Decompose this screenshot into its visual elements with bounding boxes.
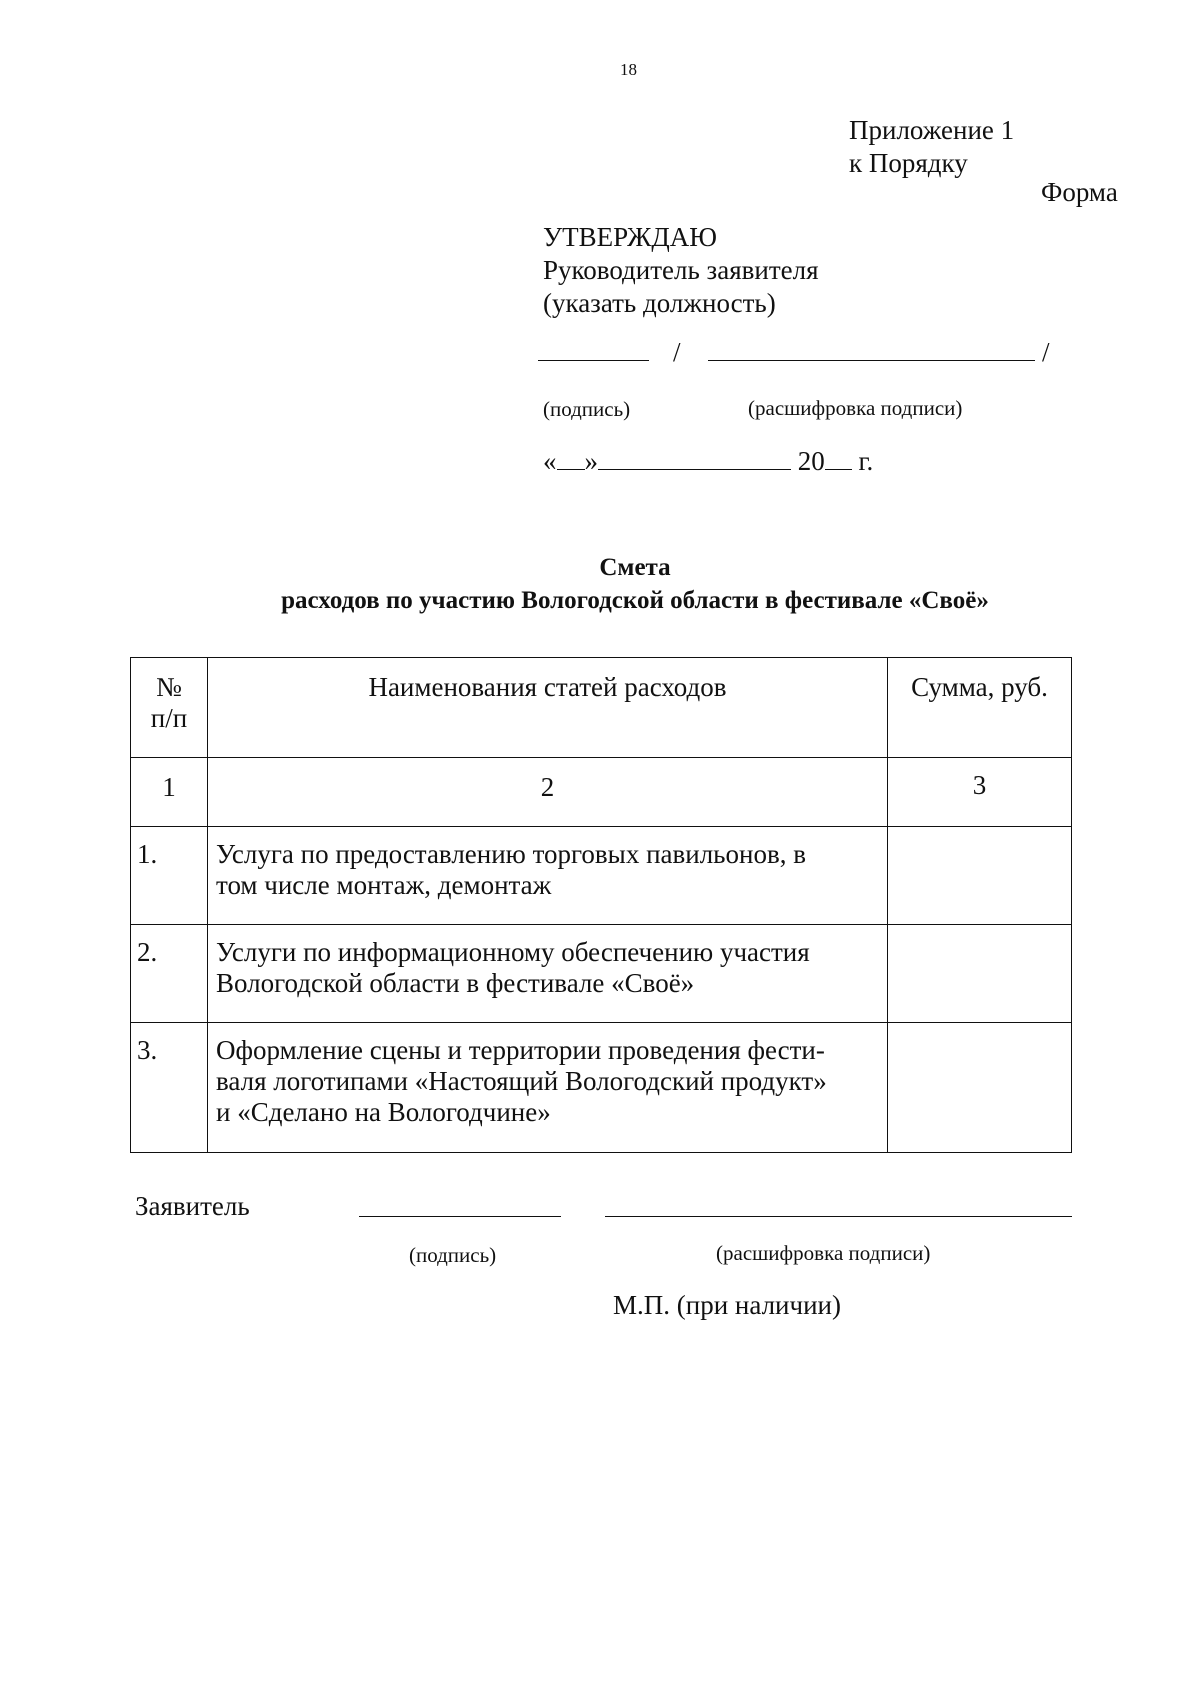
document-title [0, 551, 1200, 617]
approval-decode-caption: (расшифровка подписи) [748, 396, 963, 420]
applicant-label: Заявитель [135, 1191, 250, 1221]
estimate-table [130, 657, 1072, 1153]
index-cell-2: 2 [208, 758, 888, 827]
date-year-prefix: 20 [797, 446, 825, 476]
header-expense-items: Наименования статей расходов [208, 658, 888, 758]
row-text-line: Вологодской области в фестивале «Своё» [216, 968, 695, 998]
stamp-placeholder: М.П. (при наличии) [613, 1290, 841, 1320]
appendix-line-2: к Порядку [849, 148, 968, 178]
index-cell-3: 3 [888, 758, 1072, 827]
title-line-1: Смета [599, 554, 671, 581]
row-amount [888, 925, 1072, 1023]
appendix-reference [849, 114, 1014, 180]
index-cell-1: 1 [131, 758, 208, 827]
approval-position-hint: (указать должность) [543, 288, 776, 318]
form-label: Форма [1041, 177, 1118, 207]
row-text-line: том числе монтаж, демонтаж [216, 870, 552, 900]
header-amount: Сумма, руб. [888, 658, 1072, 758]
row-number: 3. [131, 1023, 208, 1153]
row-text-line: Услуги по информационному обеспечению участия [216, 937, 810, 967]
row-text-line: и «Сделано на Вологодчине» [216, 1097, 551, 1127]
table-row [131, 1023, 1072, 1153]
approval-title: УТВЕРЖДАЮ [543, 222, 718, 252]
table-row [131, 827, 1072, 925]
approval-signature-caption: (подпись) [543, 397, 631, 421]
date-open-quote: « [543, 446, 557, 476]
title-line-2: расходов по участию Вологодской области в фестивале «Своё» [281, 587, 989, 614]
row-number: 2. [131, 925, 208, 1023]
row-expense-item [208, 827, 888, 925]
approval-block [543, 221, 819, 320]
row-text-line: валя логотипами «Настоящий Вологодский продукт» [216, 1066, 827, 1096]
approval-slash-2: / [1042, 337, 1050, 367]
row-amount [888, 827, 1072, 925]
row-number: 1. [131, 827, 208, 925]
page-number: 18 [620, 60, 637, 79]
header-number-line-2: п/п [150, 703, 188, 733]
approval-position-line: Руководитель заявителя [543, 255, 819, 285]
applicant-decode-line [605, 1216, 1072, 1217]
approval-slash-1: / [673, 337, 681, 367]
approval-date [543, 446, 873, 477]
header-number-line-1: № [156, 672, 182, 702]
applicant-signature-caption: (подпись) [409, 1243, 497, 1267]
row-expense-item [208, 1023, 888, 1153]
applicant-signature-line [359, 1216, 561, 1217]
appendix-line-1: Приложение 1 [849, 115, 1015, 145]
row-amount [888, 1023, 1072, 1153]
table-header-row [131, 658, 1072, 758]
date-year-suffix: г. [858, 446, 874, 476]
row-text-line: Услуга по предоставлению торговых павильонов, в [216, 839, 806, 869]
applicant-decode-caption: (расшифровка подписи) [716, 1241, 931, 1265]
table-index-row [131, 758, 1072, 827]
approval-decode-line [708, 360, 1035, 361]
approval-signature-line [538, 360, 649, 361]
row-text-line: Оформление сцены и территории проведения фести- [216, 1035, 825, 1065]
date-close-quote: » [584, 446, 598, 476]
header-number [131, 658, 208, 758]
table-row [131, 925, 1072, 1023]
row-expense-item [208, 925, 888, 1023]
